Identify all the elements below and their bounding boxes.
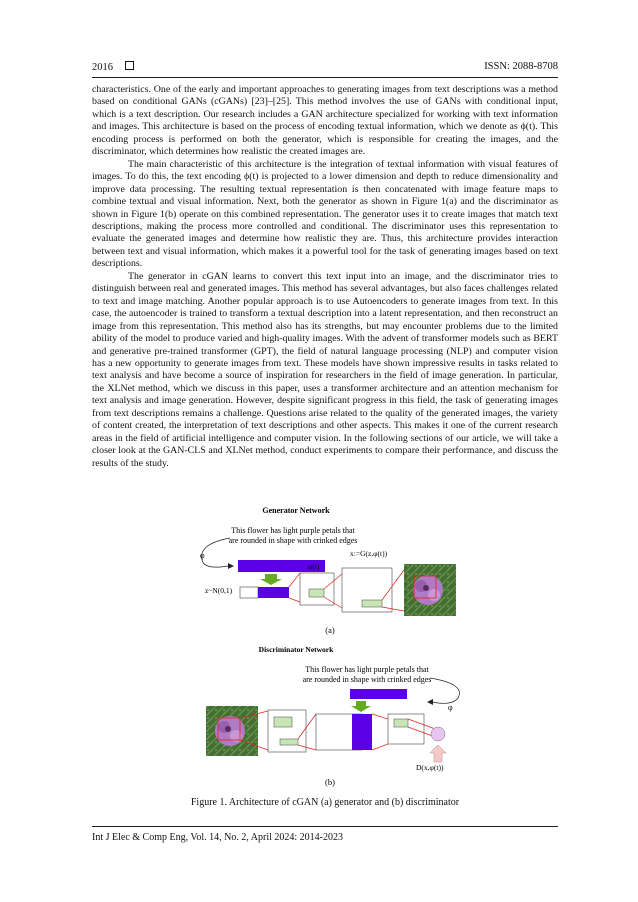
gen-flower-center: [423, 585, 429, 591]
disc-feature-patch-1: [274, 717, 292, 727]
disc-text-embedding: [350, 689, 407, 699]
square-icon: [125, 61, 134, 70]
gen-phi-label: φ: [200, 551, 205, 560]
gen-connector-1: [289, 573, 300, 587]
disc-output-arrow: [430, 745, 446, 762]
generator-title: Generator Network: [262, 506, 330, 515]
noise-label: z~N(0,1): [205, 586, 233, 595]
discriminator-title: Discriminator Network: [258, 645, 334, 654]
disc-text-line1: This flower has light purple petals that: [305, 665, 429, 674]
body-text: [92, 84, 558, 470]
page-header: [92, 61, 558, 77]
gen-text-line2: are rounded in shape with crinked edges: [228, 536, 358, 545]
paragraph-1: characteristics. One of the early and important approaches to generating images from text descriptions was a method based on conditional GANs (cGANs) [23]–[25]. This method involves the use of GANs with conditional input, which is a text description. Our research includes a GAN architecture specialized for working with text information and images. This architecture is based on the process of encoding textual information, which we denote as ϕ(t). This encoding process is performed on both the generator, which is responsible for creating the images, and the discriminator, which determines how realistic the created images are.: [92, 84, 558, 158]
disc-green-arrow: [351, 701, 371, 712]
disc-connector-5: [372, 714, 388, 719]
gen-flower-petal-highlight: [428, 589, 440, 601]
paragraph-2: The main characteristic of this architecture is the integration of textual information with visual features of images. To do this, the text encoding ϕ(t) is projected to a lower dimension and depth to reduce dimensionality and improve data processing. The resulting textual representation is then concatenated with image feature maps to combine textual and visual information. Next, both the generator as shown in Figure 1(a) and the discriminator as shown in Figure 1(b) operate on this combined representation. The generator uses it to create images that match text descriptions, making the process more controlled and conditional. The discriminator uses this representation to evaluate the generated images and determine how realistic they are. Thus, this architecture provides interaction between text and visual information, which makes it a powerful tool for the task of generating images based on text descriptions.: [92, 158, 558, 270]
paragraph-3: The generator in cGAN learns to convert this text input into an image, and the discriminator tries to distinguish between real and generated images. This method has several advantages, but also faces challenges related to text and image matching. Another popular approach is to use Autoencoders to generate images from text. In this case, the autoencoder is trained to transform a textual description into a latent representation, and then reconstruct an image from this representation. This method also has its strengths, but may encounter problems due to the limited ability of the model to produce varied and high-quality images. With the advent of transformer models such as BERT and generative pre-trained transformer (GPT), the field of natural language processing (NLP) and computer vision has a new opportunity to generate images from text. These models have shown impressive results in tasks related to text analysis and have become a source of inspiration for researchers in the field of image generation. In particular, the XLNet method, which we discuss in this paper, uses a transformer architecture and an attention mechanism for text analysis and image generation. However, despite significant progress in this field, the task of generating images from text descriptions remains a challenge. Questions arise related to the quality of the generated images, the variety of content created, the interpretation of text descriptions and other aspects. This makes it one of the current research areas in the field of artificial intelligence and computer vision. In the following sections of our article, we will take a closer look at the GAN-CLS and XLNet method, conduct experiments to compare their performance, and discuss the results of the study.: [92, 270, 558, 469]
gen-text-line1: This flower has light purple petals that: [231, 526, 355, 535]
noise-vector: [240, 587, 258, 598]
header-rule: [92, 77, 558, 78]
disc-flower-center: [225, 726, 231, 732]
page-number: 2016: [92, 61, 134, 73]
gen-concat-embed: [258, 587, 289, 598]
disc-concat-embed: [352, 714, 372, 750]
gen-feature-patch-1: [309, 589, 324, 597]
gen-output-image: [404, 564, 456, 616]
disc-phi-arrow: [430, 678, 459, 703]
disc-output-node: [431, 727, 445, 741]
gen-phi-t-label: φ(t): [308, 562, 320, 571]
gen-output-label: x:=G(z,φ(t)): [350, 549, 388, 558]
disc-output-label: D(x,φ(t)): [416, 763, 444, 772]
disc-input-image: [206, 706, 258, 756]
gen-feature-patch-2: [362, 600, 382, 607]
figure-1: [190, 500, 470, 800]
footer-rule: [92, 826, 558, 827]
label-a: (a): [325, 625, 335, 635]
disc-text-line2: are rounded in shape with crinked edges: [302, 675, 432, 684]
page-footer: Int J Elec & Comp Eng, Vol. 14, No. 2, April 2024: 2014-2023: [92, 832, 344, 843]
figure-caption: Figure 1. Architecture of cGAN (a) generator and (b) discriminator: [190, 797, 460, 808]
disc-feature-patch-3: [394, 719, 408, 727]
gen-phi-arrowhead: [228, 563, 234, 569]
disc-feature-map-3: [388, 714, 424, 744]
gen-connector-2: [289, 598, 300, 602]
disc-phi-arrowhead: [427, 699, 433, 705]
disc-feature-patch-1b: [280, 739, 298, 745]
label-b: (b): [325, 777, 335, 787]
gen-phi-arrow: [202, 538, 230, 567]
disc-phi-label: φ: [448, 703, 453, 712]
disc-connector-6: [372, 744, 388, 750]
gen-green-arrow: [260, 574, 282, 585]
issn: ISSN: 2088-8708: [484, 61, 558, 72]
